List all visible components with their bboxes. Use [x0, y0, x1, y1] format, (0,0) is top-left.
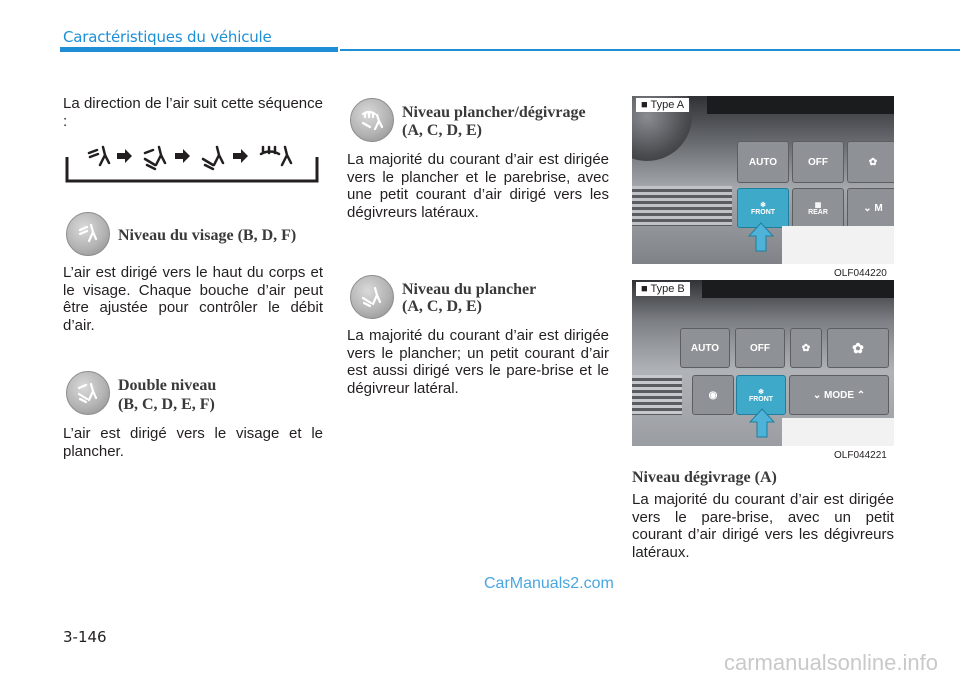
- mode-button-b: ⌄ MODE ⌃: [789, 375, 889, 415]
- photo-b-caption: OLF044221: [834, 450, 887, 461]
- header-rule-thick: [60, 47, 338, 52]
- highlight-arrow-a: [748, 222, 774, 252]
- mode-label-a: M: [874, 202, 883, 214]
- double-heading-line1: Double niveau: [118, 377, 217, 394]
- rear-defrost-button-a: ▦ REAR: [792, 188, 844, 228]
- header-rule-thin: [340, 49, 960, 51]
- floor-defrost-heading-line1: Niveau plancher/dégivrage: [402, 104, 586, 121]
- bi-level-icon: [66, 371, 110, 415]
- fan-button-a: ✿: [847, 141, 894, 183]
- fan-up-button-b: ✿: [827, 328, 889, 368]
- visage-heading: Niveau du visage (B, D, F): [118, 227, 297, 244]
- off-button-a: OFF: [792, 141, 844, 183]
- mode-button-a: ⌄ M: [847, 188, 894, 228]
- front-label-a: FRONT: [750, 208, 776, 216]
- fan-down-button-b: ✿: [790, 328, 822, 368]
- floor-text: La majorité du courant d’air est dirigée vers le plancher; un petit courant d’air est aussi dirigé vers le pare-brise et le dégivreur latéral.: [347, 327, 609, 397]
- type-a-label: ■ Type A: [636, 98, 689, 112]
- front-defrost-button-a: ❄ FRONT: [737, 188, 789, 228]
- double-heading-line2: (B, C, D, E, F): [118, 396, 215, 413]
- carmanuals-brand-link[interactable]: CarManuals2.com: [484, 575, 614, 592]
- front-label-b: FRONT: [748, 395, 774, 403]
- floor-mode-icon: [350, 275, 394, 319]
- mode-label-b: MODE: [824, 389, 854, 401]
- intro-text: La direction de l’air suit cette séquence :: [63, 95, 323, 130]
- degivrage-heading: Niveau dégivrage (A): [632, 469, 777, 486]
- floor-defrost-text: La majorité du courant d’air est dirigée vers le plancher et le parebrise, avec une petit courant d’air dirigé vers les dégivreurs latéraux.: [347, 151, 609, 221]
- photo-a-caption: OLF044220: [834, 268, 887, 279]
- floor-defrost-icon: [350, 98, 394, 142]
- section-title: Caractéristiques du véhicule: [63, 28, 272, 46]
- highlight-arrow-b: [749, 408, 775, 438]
- page-number: 3-146: [63, 628, 107, 646]
- degivrage-text: La majorité du courant d’air est dirigée vers le pare-brise, avec un petit courant d’air dirigé vers les dégivreurs latéraux.: [632, 491, 894, 561]
- seat-button-b: ◉: [692, 375, 734, 415]
- face-mode-icon: [66, 212, 110, 256]
- watermark: carmanualsonline.info: [723, 650, 938, 675]
- floor-heading-line2: (A, C, D, E): [402, 298, 482, 315]
- floor-heading-line1: Niveau du plancher: [402, 281, 537, 298]
- type-b-label: ■ Type B: [636, 282, 690, 296]
- auto-button-a: AUTO: [737, 141, 789, 183]
- panel-photo-type-b: [632, 280, 894, 446]
- panel-photo-type-a: [632, 96, 894, 264]
- double-text: L’air est dirigé vers le visage et le plancher.: [63, 425, 323, 460]
- floor-defrost-heading-line2: (A, C, D, E): [402, 122, 482, 139]
- front-defrost-button-b: ❄ FRONT: [736, 375, 786, 415]
- airflow-sequence-diagram: [63, 143, 323, 185]
- auto-button-b: AUTO: [680, 328, 730, 368]
- off-button-b: OFF: [735, 328, 785, 368]
- visage-text: L’air est dirigé vers le haut du corps et le visage. Chaque bouche d’air peut être ajustée pour contrôler le débit d’air.: [63, 264, 323, 334]
- rear-label-a: REAR: [808, 208, 828, 216]
